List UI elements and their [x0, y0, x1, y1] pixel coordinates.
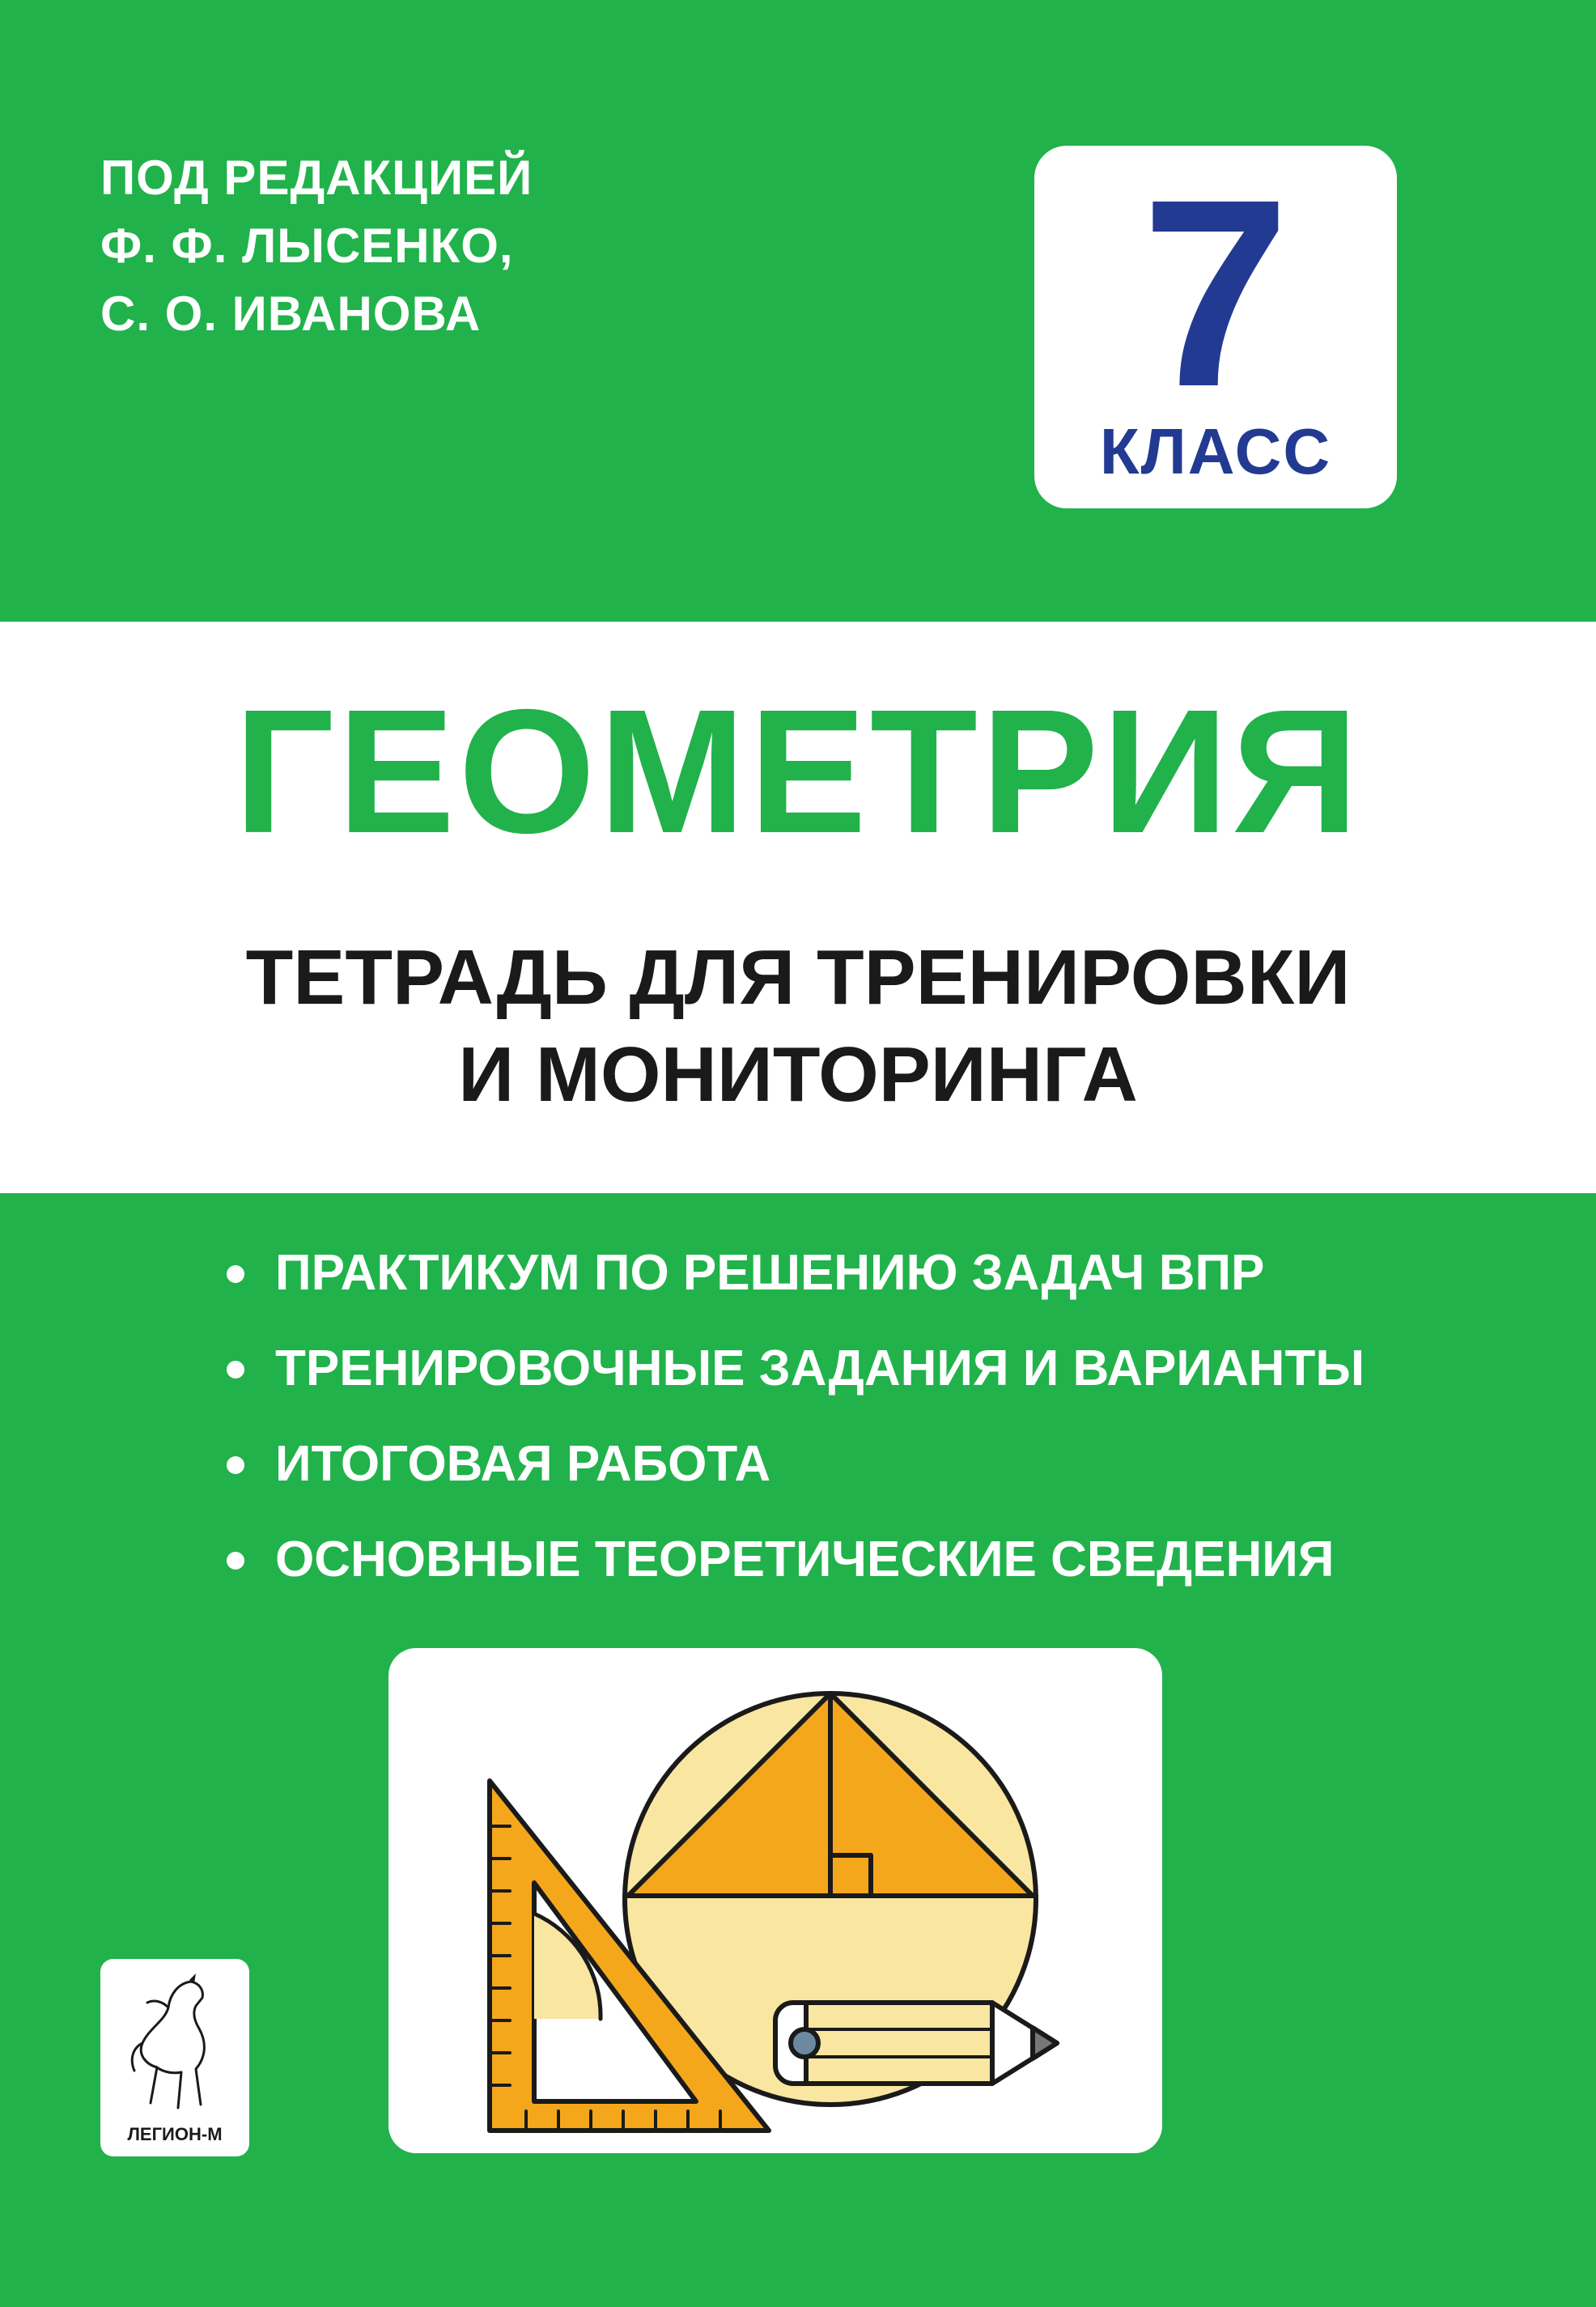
editors-line: С. О. ИВАНОВА	[100, 287, 482, 341]
pencil-icon	[775, 2003, 1057, 2084]
illustration-panel	[388, 1648, 1162, 2153]
publisher-name: ЛЕГИОН-М	[127, 2124, 223, 2144]
bullet-icon	[227, 1265, 244, 1283]
subtitle-line: И МОНИТОРИНГА	[458, 1031, 1138, 1118]
title-band	[0, 622, 1596, 1193]
feature-text: ИТОГОВАЯ РАБОТА	[275, 1436, 771, 1492]
grade-number: 7	[1141, 143, 1290, 442]
editors-line: ПОД РЕДАКЦИЕЙ	[100, 151, 533, 205]
publisher-logo	[100, 1959, 249, 2156]
bullet-icon	[227, 1361, 244, 1379]
bullet-icon	[227, 1552, 244, 1570]
main-title: ГЕОМЕТРИЯ	[234, 673, 1362, 870]
trademark-mark: TM	[155, 1957, 179, 1975]
features-list	[227, 1226, 1365, 1608]
feature-item	[227, 1417, 1365, 1512]
grade-badge	[1034, 143, 1397, 508]
feature-item	[227, 1321, 1365, 1417]
subtitle	[0, 929, 1596, 1124]
feature-text: ОСНОВНЫЕ ТЕОРЕТИЧЕСКИЕ СВЕДЕНИЯ	[275, 1532, 1335, 1587]
horse-icon	[100, 1959, 249, 2121]
subtitle-line: ТЕТРАДЬ ДЛЯ ТРЕНИРОВКИ	[245, 934, 1351, 1021]
feature-text: ТРЕНИРОВОЧНЫЕ ЗАДАНИЯ И ВАРИАНТЫ	[275, 1340, 1365, 1396]
feature-text: ПРАКТИКУМ ПО РЕШЕНИЮ ЗАДАЧ ВПР	[275, 1245, 1265, 1301]
feature-item	[227, 1512, 1365, 1608]
bullet-icon	[227, 1456, 244, 1474]
grade-label: КЛАСС	[1099, 415, 1332, 487]
editors-block	[100, 144, 533, 348]
geometry-illustration	[388, 1648, 1162, 2153]
feature-item	[227, 1226, 1365, 1321]
editors-line: Ф. Ф. ЛЫСЕНКО,	[100, 219, 514, 273]
